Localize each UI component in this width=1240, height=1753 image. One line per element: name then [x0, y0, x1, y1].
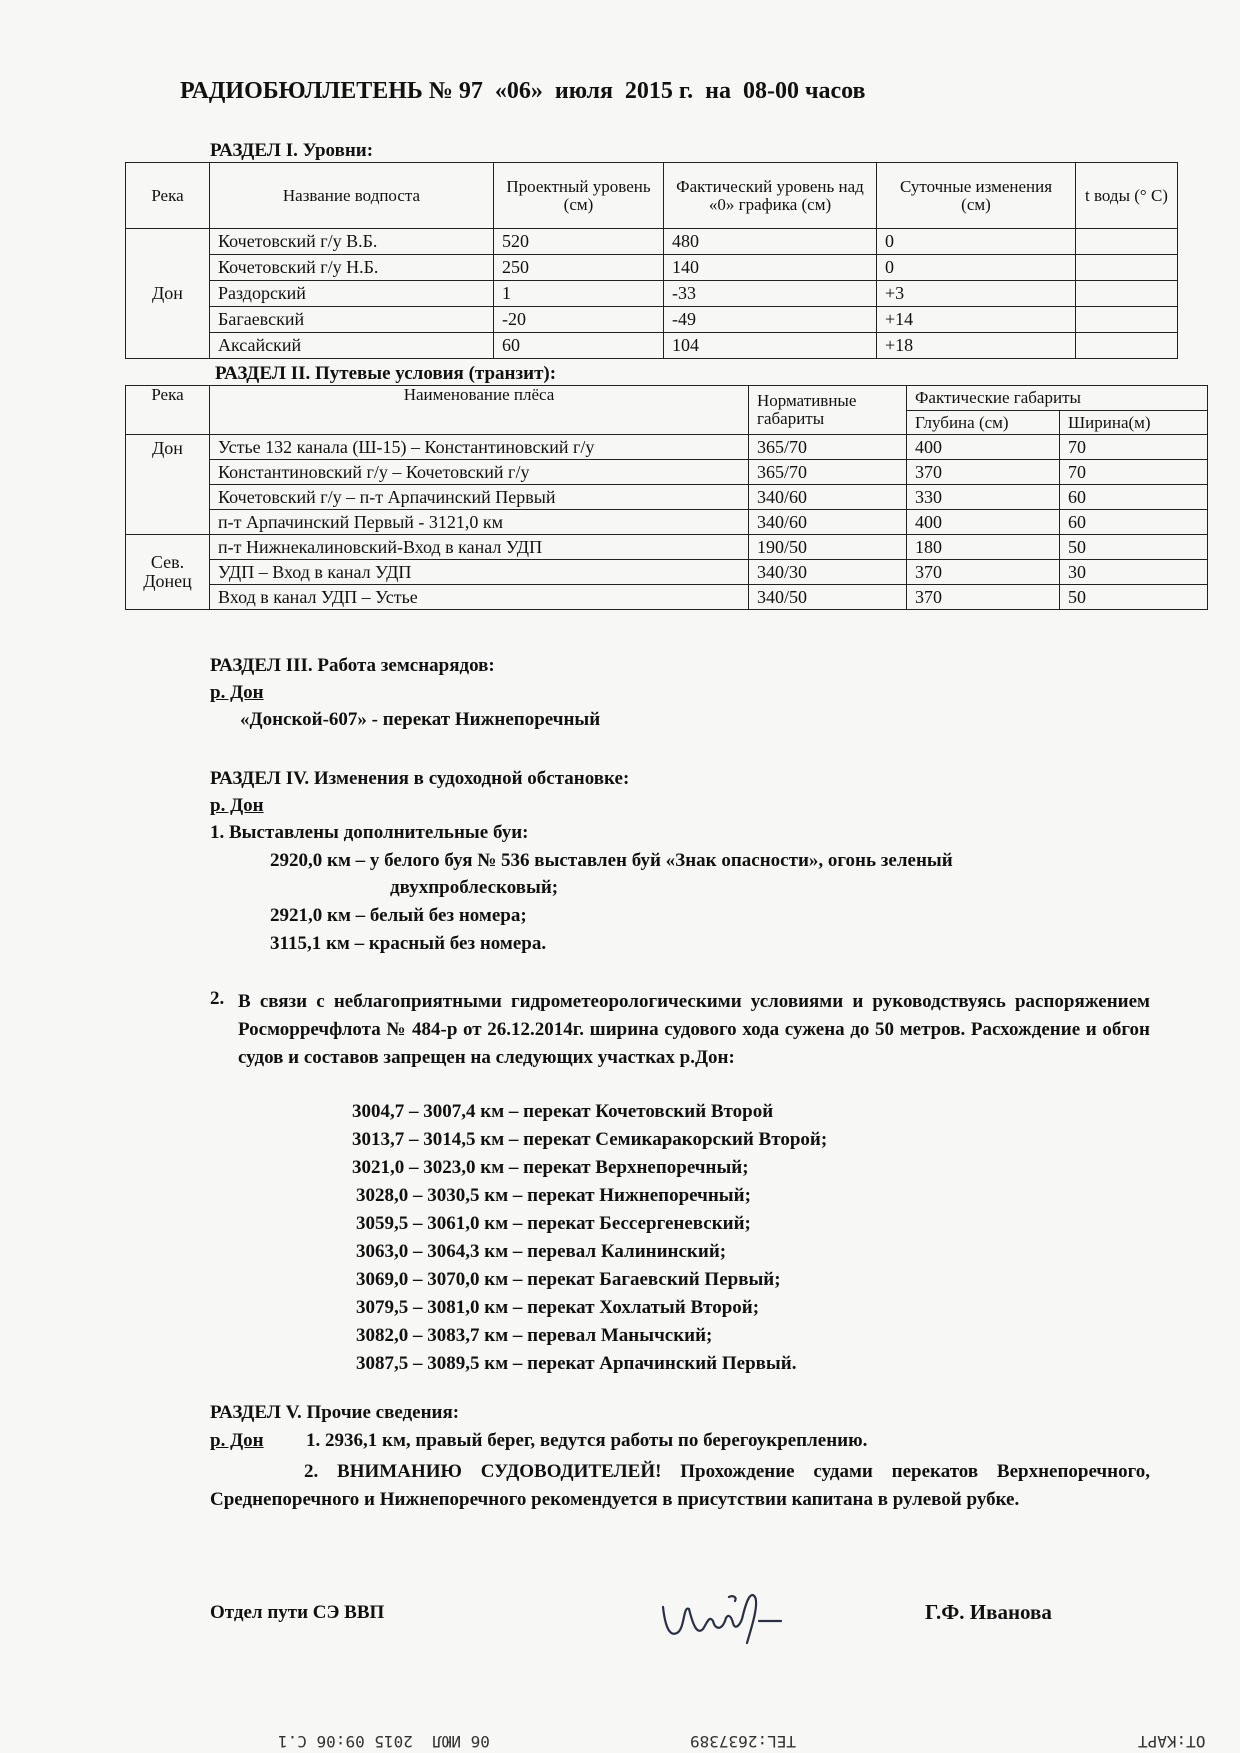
transit-table	[125, 385, 1208, 610]
daily-change-cell: 0	[877, 255, 1076, 281]
table-row	[126, 307, 1178, 333]
department-label: Отдел пути СЭ ВВП	[210, 1602, 385, 1623]
depth-cell: 330	[907, 485, 1060, 510]
buoys-title: 1. Выставлены дополнительные буи:	[210, 822, 529, 843]
buoy-line: 2920,0 км – у белого буя № 536 выставлен буй «Знак опасности», огонь зеленый	[270, 850, 953, 871]
normative-cell: 340/60	[749, 485, 907, 510]
actual-level-cell: 480	[664, 229, 877, 255]
design-level-cell: 1	[494, 281, 664, 307]
col-header-actual-level: Фактический уровень над «0» графика (см)	[664, 163, 877, 229]
signer-name: Г.Ф. Иванова	[925, 1600, 1052, 1624]
attention-paragraph	[210, 1458, 1150, 1514]
daily-change-cell: 0	[877, 229, 1076, 255]
section-4-river: р. Дон	[210, 795, 264, 816]
normative-cell: 340/60	[749, 510, 907, 535]
attention-text: Прохождение судами перекатов Верхнепоречного, Среднепоречного и Нижнепоречного рекомендуется в присутствии капитана в рулевой рубке.	[210, 1461, 1150, 1510]
restriction-paragraph	[238, 988, 1150, 1072]
reach-cell: Кочетовский г/у – п-т Арпачинский Первый	[210, 485, 749, 510]
normative-cell: 365/70	[749, 460, 907, 485]
table-row	[126, 255, 1178, 281]
water-temp-cell	[1076, 229, 1178, 255]
table-row	[126, 485, 1208, 510]
normative-cell: 365/70	[749, 435, 907, 460]
table-row	[126, 229, 1178, 255]
col-header-actual-dims: Фактические габариты	[907, 386, 1208, 411]
section-5-heading: РАЗДЕЛ V. Прочие сведения:	[210, 1402, 460, 1423]
actual-level-cell: 140	[664, 255, 877, 281]
list-item: 3069,0 – 3070,0 км – перекат Багаевский Первый;	[356, 1269, 781, 1290]
reach-cell: Константиновский г/у – Кочетовский г/у	[210, 460, 749, 485]
transit-header-row	[126, 386, 1208, 411]
list-item: 3013,7 – 3014,5 км – перекат Семикаракорский Второй;	[352, 1129, 828, 1150]
daily-change-cell: +3	[877, 281, 1076, 307]
depth-cell: 400	[907, 510, 1060, 535]
section-3-heading: РАЗДЕЛ III. Работа земснарядов:	[210, 655, 495, 676]
col-header-river: Река	[126, 386, 210, 435]
fax-from-label: OT:KAPT	[1138, 1732, 1206, 1751]
restricted-sections-list	[352, 1098, 827, 1378]
section-4-heading: РАЗДЕЛ IV. Изменения в судоходной обстановке:	[210, 768, 630, 789]
buoy-line: 3115,1 км – красный без номера.	[270, 933, 547, 954]
depth-cell: 370	[907, 460, 1060, 485]
water-temp-cell	[1076, 307, 1178, 333]
actual-level-cell: -33	[664, 281, 877, 307]
section-1-heading: РАЗДЕЛ I. Уровни:	[210, 140, 374, 161]
section-2-heading: РАЗДЕЛ II. Путевые условия (транзит):	[215, 363, 557, 384]
water-temp-cell	[1076, 333, 1178, 359]
river-cell: Сев. Донец	[126, 535, 210, 610]
restriction-text: В связи с неблагоприятными гидрометеорологическими условиями и руководствуясь распоряжением Росморречфлота № 484-р от 26.12.2014г. ширина судового хода сужена до 50 метров. Расхождение и обгон судов и составов запрещен на следующих участках р.Дон:	[238, 991, 1150, 1068]
depth-cell: 370	[907, 560, 1060, 585]
design-level-cell: 60	[494, 333, 664, 359]
station-cell: Аксайский	[210, 333, 494, 359]
col-header-reach: Наименование плёса	[210, 386, 749, 435]
table-row	[126, 333, 1178, 359]
water-temp-cell	[1076, 255, 1178, 281]
design-level-cell: -20	[494, 307, 664, 333]
depth-cell: 400	[907, 435, 1060, 460]
station-cell: Кочетовский г/у В.Б.	[210, 229, 494, 255]
table-row	[126, 460, 1208, 485]
depth-cell: 370	[907, 585, 1060, 610]
width-cell: 60	[1060, 485, 1208, 510]
width-cell: 30	[1060, 560, 1208, 585]
fax-date-stamp: 06 ИЮЛ 2015 09:06 С.1	[278, 1732, 490, 1751]
normative-cell: 190/50	[749, 535, 907, 560]
station-cell: Раздорский	[210, 281, 494, 307]
width-cell: 50	[1060, 535, 1208, 560]
daily-change-cell: +14	[877, 307, 1076, 333]
water-temp-cell	[1076, 281, 1178, 307]
normative-cell: 340/50	[749, 585, 907, 610]
bank-works-item: 1. 2936,1 км, правый берег, ведутся работы по берегоукреплению.	[306, 1430, 868, 1451]
reach-cell: п-т Арпачинский Первый - 3121,0 км	[210, 510, 749, 535]
col-header-design-level: Проектный уровень (см)	[494, 163, 664, 229]
design-level-cell: 250	[494, 255, 664, 281]
station-cell: Кочетовский г/у Н.Б.	[210, 255, 494, 281]
col-header-water-temp: t воды (° С)	[1076, 163, 1178, 229]
list-item: 3082,0 – 3083,7 км – перевал Манычский;	[356, 1325, 713, 1346]
restriction-number: 2.	[210, 988, 225, 1009]
handwritten-signature-icon	[655, 1585, 805, 1645]
river-cell: Дон	[126, 229, 210, 359]
reach-cell: Устье 132 канала (Ш-15) – Константиновский г/у	[210, 435, 749, 460]
list-item: 3059,5 – 3061,0 км – перекат Бессергеневский;	[356, 1213, 751, 1234]
list-item: 3021,0 – 3023,0 км – перекат Верхнепоречный;	[352, 1157, 749, 1178]
col-header-normative: Нормативные габариты	[749, 386, 907, 435]
list-item: 3063,0 – 3064,3 км – перевал Калининский;	[356, 1241, 727, 1262]
dredger-item: «Донской-607» - перекат Нижнепоречный	[240, 709, 601, 730]
buoy-line: двухпроблесковый;	[390, 877, 559, 898]
width-cell: 70	[1060, 435, 1208, 460]
col-header-river: Река	[126, 163, 210, 229]
reach-cell: УДП – Вход в канал УДП	[210, 560, 749, 585]
normative-cell: 340/30	[749, 560, 907, 585]
col-header-depth: Глубина (см)	[907, 411, 1060, 435]
list-item: 3004,7 – 3007,4 км – перекат Кочетовский Второй	[352, 1101, 774, 1122]
river-cell: Дон	[126, 435, 210, 535]
section-5-river: р. Дон	[210, 1430, 264, 1451]
daily-change-cell: +18	[877, 333, 1076, 359]
depth-cell: 180	[907, 535, 1060, 560]
list-item: 3079,5 – 3081,0 км – перекат Хохлатый Второй;	[356, 1297, 760, 1318]
attention-lead: 2. ВНИМАНИЮ СУДОВОДИТЕЛЕЙ!	[304, 1461, 662, 1482]
reach-cell: п-т Нижнекалиновский-Вход в канал УДП	[210, 535, 749, 560]
buoy-line: 2921,0 км – белый без номера;	[270, 905, 527, 926]
width-cell: 50	[1060, 585, 1208, 610]
bulletin-title: РАДИОБЮЛЛЕТЕНЬ № 97 «06» июля 2015 г. на 08-00 часов	[180, 78, 866, 104]
section-3-river: р. Дон	[210, 682, 264, 703]
table-row	[126, 585, 1208, 610]
design-level-cell: 520	[494, 229, 664, 255]
width-cell: 70	[1060, 460, 1208, 485]
levels-header-row	[126, 163, 1178, 229]
col-header-daily-change: Суточные изменения (см)	[877, 163, 1076, 229]
fax-tel-label: TEL:2637389	[690, 1732, 796, 1751]
table-row	[126, 510, 1208, 535]
width-cell: 60	[1060, 510, 1208, 535]
table-row	[126, 560, 1208, 585]
reach-cell: Вход в канал УДП – Устье	[210, 585, 749, 610]
table-row	[126, 435, 1208, 460]
actual-level-cell: -49	[664, 307, 877, 333]
list-item: 3087,5 – 3089,5 км – перекат Арпачинский Первый.	[356, 1353, 797, 1374]
levels-table	[125, 162, 1178, 359]
col-header-width: Ширина(м)	[1060, 411, 1208, 435]
col-header-station: Название водпоста	[210, 163, 494, 229]
table-row	[126, 535, 1208, 560]
station-cell: Багаевский	[210, 307, 494, 333]
table-row	[126, 281, 1178, 307]
actual-level-cell: 104	[664, 333, 877, 359]
list-item: 3028,0 – 3030,5 км – перекат Нижнепоречный;	[356, 1185, 751, 1206]
